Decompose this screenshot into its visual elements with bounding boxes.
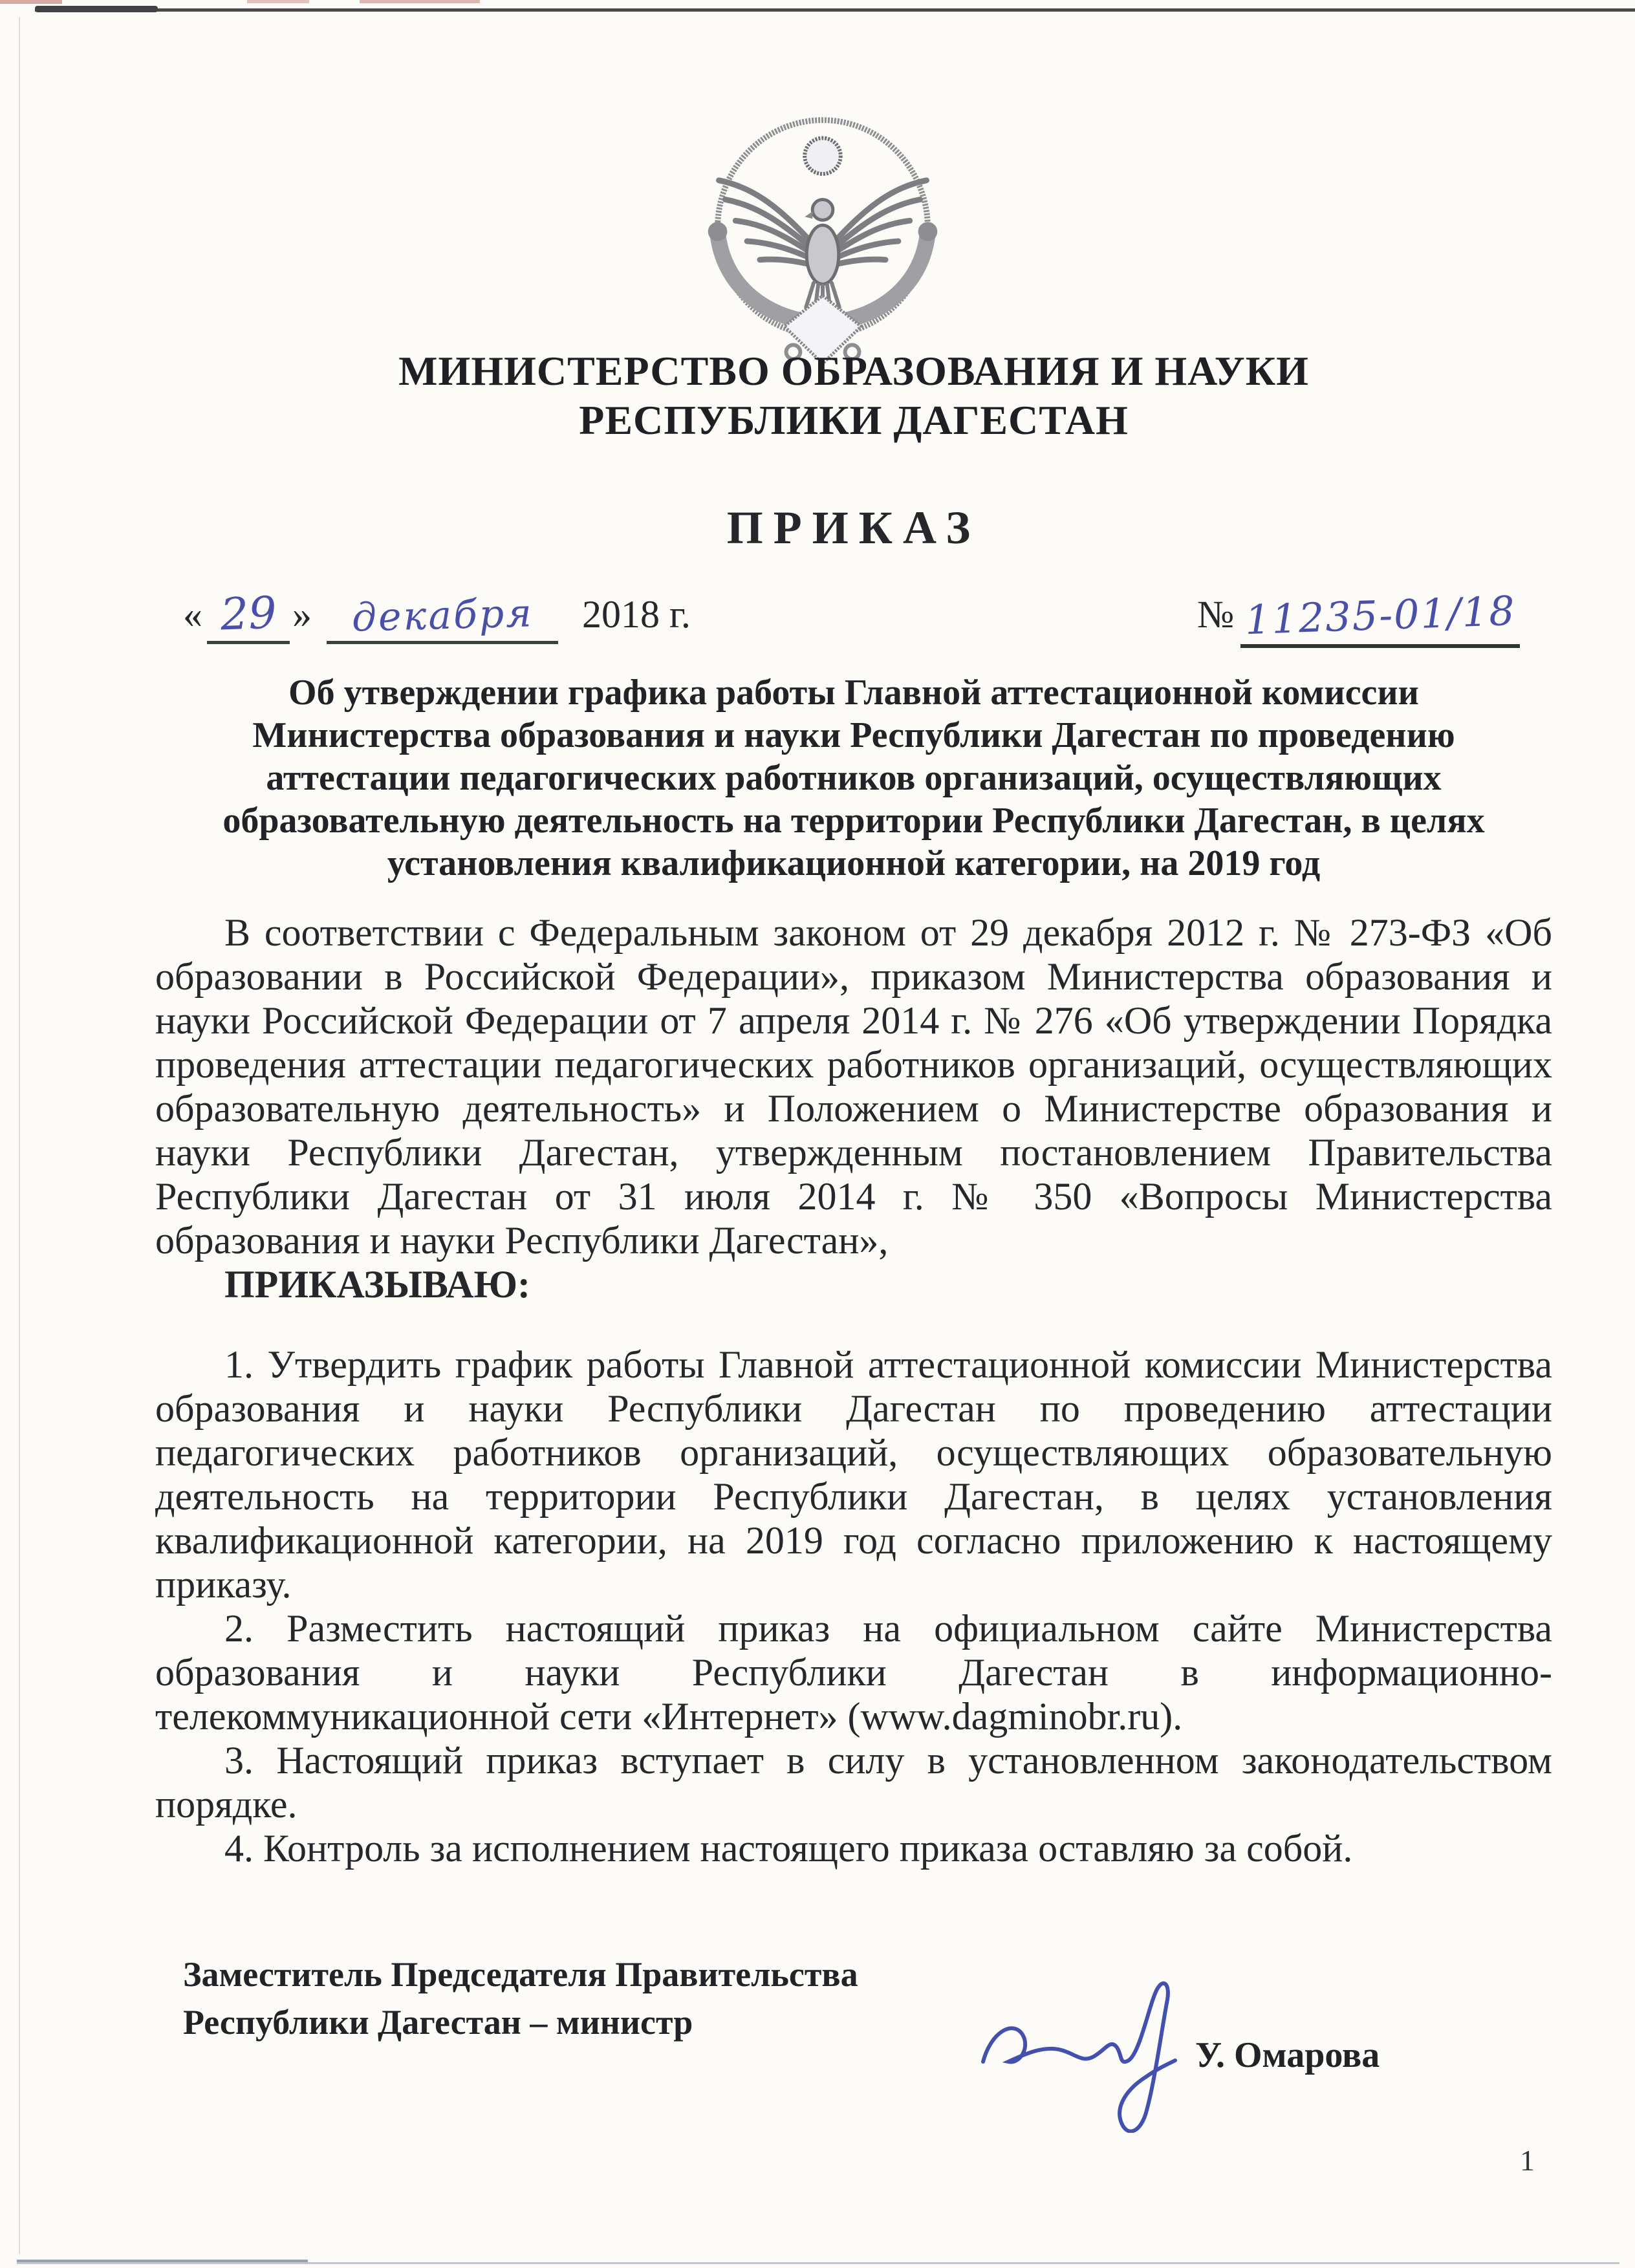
signer-position bbox=[183, 1950, 959, 2046]
text-line: квалификационной категории, на 2019 год согласно приложению к настоящему bbox=[155, 1519, 1552, 1562]
handwritten-day: 29 bbox=[219, 587, 277, 641]
date-day-field bbox=[207, 578, 290, 644]
scan-edge-top-blob bbox=[35, 6, 158, 12]
order-title bbox=[155, 671, 1552, 885]
text-line: образования и науки Республики Дагестан в информационно- bbox=[155, 1651, 1552, 1694]
text-line: Министерства образования и науки Республики Дагестан по проведению bbox=[252, 715, 1455, 755]
text-line: образования и науки Республики Дагестан по проведению аттестации bbox=[155, 1387, 1552, 1430]
scan-red-mark bbox=[0, 0, 62, 4]
text-line: образовательную деятельность на территории Республики Дагестан, в целях bbox=[222, 801, 1485, 841]
text-line: 2. Разместить настоящий приказ на официальном сайте Министерства bbox=[224, 1607, 1552, 1650]
scan-edge-top bbox=[35, 8, 1635, 12]
signer-position-line1: Заместитель Председателя Правительства bbox=[183, 1955, 858, 1994]
text-line: науки Республики Дагестан, утвержденным постановлением Правительства bbox=[155, 1131, 1552, 1174]
dagestan-coat-of-arms bbox=[677, 101, 969, 373]
scan-edge-left bbox=[19, 17, 20, 2254]
text-line: приказу. bbox=[155, 1563, 292, 1606]
text-line: образовании в Российской Федерации», приказом Министерства образования и bbox=[155, 955, 1552, 998]
text-line: порядке. bbox=[155, 1783, 298, 1826]
text-line: установления квалификационной категории, на 2019 год bbox=[387, 843, 1321, 883]
ministry-name-line2: РЕСПУБЛИКИ ДАГЕСТАН bbox=[579, 397, 1129, 443]
text-line: образовательную деятельность» и Положением о Министерстве образования и bbox=[155, 1087, 1552, 1130]
order-number-field bbox=[1240, 564, 1520, 648]
order-item-4 bbox=[155, 1826, 1552, 1870]
scan-red-mark bbox=[247, 0, 309, 3]
signer-position-line2: Республики Дагестан – министр bbox=[183, 2003, 693, 2042]
number-sign: № bbox=[1197, 593, 1235, 636]
text-line: проведения аттестации педагогических работников организаций, осуществляющих bbox=[155, 1043, 1552, 1086]
text-line: 4. Контроль за исполнением настоящего приказа оставляю за собой. bbox=[224, 1827, 1353, 1870]
scan-edge-bottom bbox=[17, 2262, 1619, 2264]
handwritten-month: декабря bbox=[351, 590, 534, 641]
scan-red-mark bbox=[360, 0, 480, 3]
text-line: деятельность на территории Республики Дагестан, в целях установления bbox=[155, 1475, 1552, 1518]
page-number: 1 bbox=[1520, 2144, 1535, 2177]
text-line: 1. Утвердить график работы Главной аттестационной комиссии Министерства bbox=[224, 1343, 1552, 1386]
text-line: образования и науки Республики Дагестан», bbox=[155, 1219, 889, 1262]
date-close-quote: » bbox=[292, 593, 312, 636]
date-month-field bbox=[327, 572, 558, 644]
date-open-quote: « bbox=[183, 593, 202, 636]
paragraph-gap bbox=[155, 1306, 1552, 1343]
document-type-heading: ПРИКАЗ bbox=[726, 502, 981, 554]
resolution-label: ПРИКАЗЫВАЮ: bbox=[224, 1263, 531, 1306]
text-line: 3. Настоящий приказ вступает в силу в установленном законодательством bbox=[224, 1739, 1552, 1782]
handwritten-order-number: 11235-01/18 bbox=[1244, 587, 1517, 644]
order-item-3 bbox=[155, 1738, 1552, 1826]
text-line: Республики Дагестан от 31 июля 2014 г. № 350 «Вопросы Министерства bbox=[155, 1175, 1552, 1218]
text-line: Об утверждении графика работы Главной аттестационной комиссии bbox=[288, 673, 1419, 713]
order-body bbox=[155, 911, 1552, 1870]
ministry-name bbox=[155, 347, 1552, 445]
signer-name: У. Омарова bbox=[1195, 2035, 1380, 2075]
text-line: В соответствии с Федеральным законом от 29 декабря 2012 г. № 273-ФЗ «Об bbox=[224, 911, 1552, 954]
ministry-name-line1: МИНИСТЕРСТВО ОБРАЗОВАНИЯ И НАУКИ bbox=[398, 348, 1309, 394]
intro-paragraph bbox=[155, 911, 1552, 1262]
date-year: 2018 г. bbox=[582, 593, 691, 636]
text-line: науки Российской Федерации от 7 апреля 2014 г. № 276 «Об утверждении Порядка bbox=[155, 999, 1552, 1042]
handwritten-signature bbox=[967, 1958, 1180, 2133]
text-line: телекоммуникационной сети «Интернет» (www.dagminobr.ru). bbox=[155, 1695, 1183, 1738]
text-line: аттестации педагогических работников организаций, осуществляющих bbox=[266, 758, 1442, 798]
order-item-2 bbox=[155, 1606, 1552, 1738]
order-item-1 bbox=[155, 1343, 1552, 1606]
text-line: педагогических работников организаций, осуществляющих образовательную bbox=[155, 1431, 1552, 1474]
